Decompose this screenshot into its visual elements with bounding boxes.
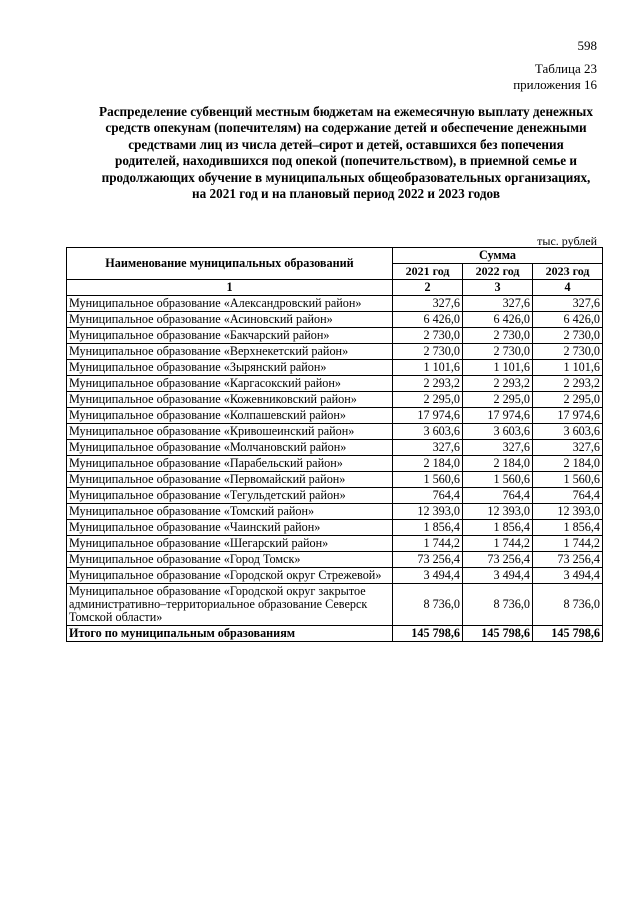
- column-number: 3: [463, 280, 533, 296]
- amount-2022: 2 730,0: [463, 328, 533, 344]
- amount-2023: 8 736,0: [533, 584, 603, 626]
- subvention-table: [66, 247, 603, 642]
- table-row: [67, 520, 603, 536]
- amount-2023: 2 293,2: [533, 376, 603, 392]
- table-row: [67, 584, 603, 626]
- amount-2023: 327,6: [533, 440, 603, 456]
- units-label: тыс. рублей: [537, 234, 597, 248]
- amount-2022: 2 184,0: [463, 456, 533, 472]
- table-ref-line1: Таблица 23: [534, 61, 597, 76]
- table-row: [67, 488, 603, 504]
- amount-2022: 73 256,4: [463, 552, 533, 568]
- amount-2023: 6 426,0: [533, 312, 603, 328]
- municipality-name: Муниципальное образование «Шегарский район»: [67, 536, 393, 552]
- amount-2021: 327,6: [393, 440, 463, 456]
- column-numbers-row: [67, 280, 603, 296]
- amount-2022: 327,6: [463, 296, 533, 312]
- amount-2022: 1 856,4: [463, 520, 533, 536]
- municipality-name: Муниципальное образование «Томский район»: [67, 504, 393, 520]
- amount-2023: 2 184,0: [533, 456, 603, 472]
- municipality-name: Муниципальное образование «Тегульдетский район»: [67, 488, 393, 504]
- amount-2021: 17 974,6: [393, 408, 463, 424]
- municipality-name: Муниципальное образование «Колпашевский район»: [67, 408, 393, 424]
- header-year-2023: 2023 год: [533, 264, 603, 280]
- amount-2022: 1 101,6: [463, 360, 533, 376]
- table-row: [67, 296, 603, 312]
- municipality-name: Муниципальное образование «Город Томск»: [67, 552, 393, 568]
- table-row: [67, 328, 603, 344]
- amount-2022: 12 393,0: [463, 504, 533, 520]
- amount-2021: 2 730,0: [393, 344, 463, 360]
- table-row: [67, 392, 603, 408]
- table-row: [67, 440, 603, 456]
- column-number: 4: [533, 280, 603, 296]
- amount-2021: 2 293,2: [393, 376, 463, 392]
- table-row: [67, 568, 603, 584]
- table-row: [67, 360, 603, 376]
- municipality-name: Муниципальное образование «Каргасокский район»: [67, 376, 393, 392]
- table-row: [67, 456, 603, 472]
- amount-2021: 12 393,0: [393, 504, 463, 520]
- amount-2021: 327,6: [393, 296, 463, 312]
- table-row: [67, 552, 603, 568]
- amount-2022: 1 744,2: [463, 536, 533, 552]
- amount-2023: 764,4: [533, 488, 603, 504]
- amount-2022: 2 293,2: [463, 376, 533, 392]
- municipality-name: Муниципальное образование «Александровский район»: [67, 296, 393, 312]
- amount-2022: 3 494,4: [463, 568, 533, 584]
- column-number: 1: [67, 280, 393, 296]
- municipality-name: Муниципальное образование «Городской округ Стрежевой»: [67, 568, 393, 584]
- table-reference: [513, 61, 597, 93]
- amount-2022: 764,4: [463, 488, 533, 504]
- amount-2021: 2 184,0: [393, 456, 463, 472]
- amount-2022: 3 603,6: [463, 424, 533, 440]
- amount-2021: 73 256,4: [393, 552, 463, 568]
- municipality-name: Муниципальное образование «Парабельский район»: [67, 456, 393, 472]
- table-row: [67, 472, 603, 488]
- amount-2023: 1 856,4: [533, 520, 603, 536]
- amount-2022: 1 560,6: [463, 472, 533, 488]
- municipality-name: Муниципальное образование «Верхнекетский район»: [67, 344, 393, 360]
- amount-2022: 2 295,0: [463, 392, 533, 408]
- table-body: [67, 280, 603, 642]
- table-row: [67, 408, 603, 424]
- header-name: Наименование муниципальных образований: [67, 248, 393, 280]
- amount-2021: 2 295,0: [393, 392, 463, 408]
- table-row: [67, 376, 603, 392]
- amount-2023: 1 101,6: [533, 360, 603, 376]
- amount-2021: 1 744,2: [393, 536, 463, 552]
- amount-2021: 3 603,6: [393, 424, 463, 440]
- municipality-name: Муниципальное образование «Кожевниковский район»: [67, 392, 393, 408]
- table-row: [67, 312, 603, 328]
- amount-2021: 1 101,6: [393, 360, 463, 376]
- amount-2023: 327,6: [533, 296, 603, 312]
- amount-2023: 3 603,6: [533, 424, 603, 440]
- amount-2023: 2 295,0: [533, 392, 603, 408]
- table-row: [67, 504, 603, 520]
- amount-2021: 1 560,6: [393, 472, 463, 488]
- amount-2021: 6 426,0: [393, 312, 463, 328]
- amount-2021: 764,4: [393, 488, 463, 504]
- amount-2023: 2 730,0: [533, 344, 603, 360]
- total-amount-2022: 145 798,6: [463, 626, 533, 642]
- amount-2022: 8 736,0: [463, 584, 533, 626]
- municipality-name: Муниципальное образование «Кривошеинский район»: [67, 424, 393, 440]
- document-title: Распределение субвенций местным бюджетам на ежемесячную выплату денежных средств опекунам (попечителям) на содержание детей и обеспечение денежными средствами лиц из числа детей–сирот и детей, оставшихся без попечения родителей, находившихся под опекой (попечительством), в приемной семье и продолжающих обучение в муниципальных общеобразовательных организациях, на 2021 год и на плановый период 2022 и 2023 годов: [99, 104, 593, 202]
- table-row: [67, 536, 603, 552]
- header-year-2022: 2022 год: [463, 264, 533, 280]
- amount-2023: 12 393,0: [533, 504, 603, 520]
- table-ref-line2: приложения 16: [513, 77, 597, 92]
- amount-2022: 2 730,0: [463, 344, 533, 360]
- header-year-2021: 2021 год: [393, 264, 463, 280]
- municipality-name: Муниципальное образование «Молчановский район»: [67, 440, 393, 456]
- amount-2021: 1 856,4: [393, 520, 463, 536]
- municipality-name: Муниципальное образование «Бакчарский район»: [67, 328, 393, 344]
- amount-2022: 17 974,6: [463, 408, 533, 424]
- municipality-name: Муниципальное образование «Асиновский район»: [67, 312, 393, 328]
- page-number: 598: [577, 38, 597, 53]
- amount-2021: 8 736,0: [393, 584, 463, 626]
- column-number: 2: [393, 280, 463, 296]
- total-amount-2023: 145 798,6: [533, 626, 603, 642]
- total-label: Итого по муниципальным образованиям: [67, 626, 393, 642]
- amount-2022: 6 426,0: [463, 312, 533, 328]
- amount-2023: 3 494,4: [533, 568, 603, 584]
- amount-2023: 1 744,2: [533, 536, 603, 552]
- total-row: [67, 626, 603, 642]
- amount-2021: 3 494,4: [393, 568, 463, 584]
- amount-2022: 327,6: [463, 440, 533, 456]
- municipality-name: Муниципальное образование «Зырянский район»: [67, 360, 393, 376]
- header-sum: Сумма: [393, 248, 603, 264]
- amount-2023: 1 560,6: [533, 472, 603, 488]
- municipality-name: Муниципальное образование «Чаинский район»: [67, 520, 393, 536]
- table-row: [67, 344, 603, 360]
- municipality-name: Муниципальное образование «Первомайский район»: [67, 472, 393, 488]
- total-amount-2021: 145 798,6: [393, 626, 463, 642]
- amount-2023: 73 256,4: [533, 552, 603, 568]
- municipality-name: Муниципальное образование «Городской округ закрытое административно–территориальное образование Северск Томской области»: [67, 584, 393, 626]
- amount-2021: 2 730,0: [393, 328, 463, 344]
- amount-2023: 17 974,6: [533, 408, 603, 424]
- amount-2023: 2 730,0: [533, 328, 603, 344]
- table-row: [67, 424, 603, 440]
